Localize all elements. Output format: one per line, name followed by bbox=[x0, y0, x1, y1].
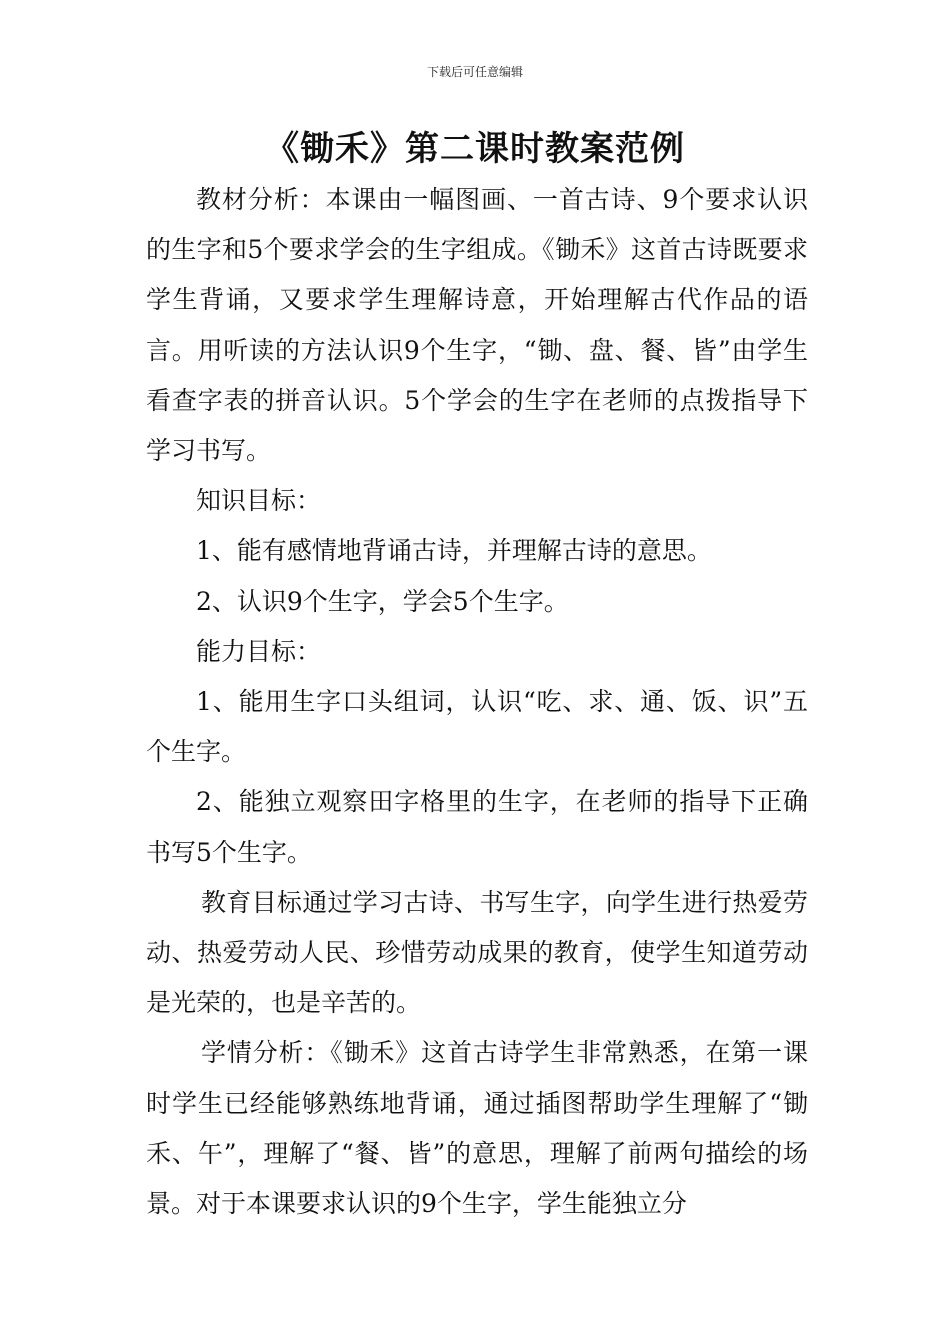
paragraph-education-goal: 教育目标通过学习古诗、书写生字，向学生进行热爱劳动、热爱劳动人民、珍惜劳动成果的教育，使学生知道劳动是光荣的，也是辛苦的。 bbox=[146, 887, 808, 1018]
paragraph-ability-goals-heading: 能力目标： bbox=[196, 636, 322, 666]
paragraph-knowledge-goal-2: 2、认识9个生字，学会5个生字。 bbox=[196, 586, 569, 616]
paragraph-material-analysis: 教材分析：本课由一幅图画、一首古诗、9个要求认识的生字和5个要求学会的生字组成。《锄禾》这首古诗既要求学生背诵，又要求学生理解诗意，开始理解古代作品的语言。用听读的方法认识9个生字，“锄、盘、餐、皆”由学生看查字表的拼音认识。5个学会的生字在老师的点拨指导下学习书写。 bbox=[146, 185, 808, 466]
paragraph-ability-goal-2: 2、能独立观察田字格里的生字，在老师的指导下正确书写5个生字。 bbox=[146, 787, 808, 867]
paragraph-student-analysis: 学情分析：《锄禾》这首古诗学生非常熟悉，在第一课时学生已经能够熟练地背诵，通过插图帮助学生理解了“锄禾、午”，理解了“餐、皆”的意思，理解了前两句描绘的场景。对于本课要求认识的9个生字，学生能独立分 bbox=[146, 1038, 808, 1219]
paragraph-ability-goal-1: 1、能用生字口头组词，认识“吃、求、通、饭、识”五个生字。 bbox=[146, 687, 808, 767]
header-note: 下载后可任意编辑 bbox=[426, 65, 523, 79]
paragraph-knowledge-goal-1: 1、能有感情地背诵古诗，并理解古诗的意思。 bbox=[196, 536, 712, 566]
paragraph-knowledge-goals-heading: 知识目标： bbox=[196, 486, 322, 516]
document-body bbox=[146, 175, 808, 1229]
document-title: 《锄禾》第二课时教案范例 bbox=[265, 129, 685, 169]
